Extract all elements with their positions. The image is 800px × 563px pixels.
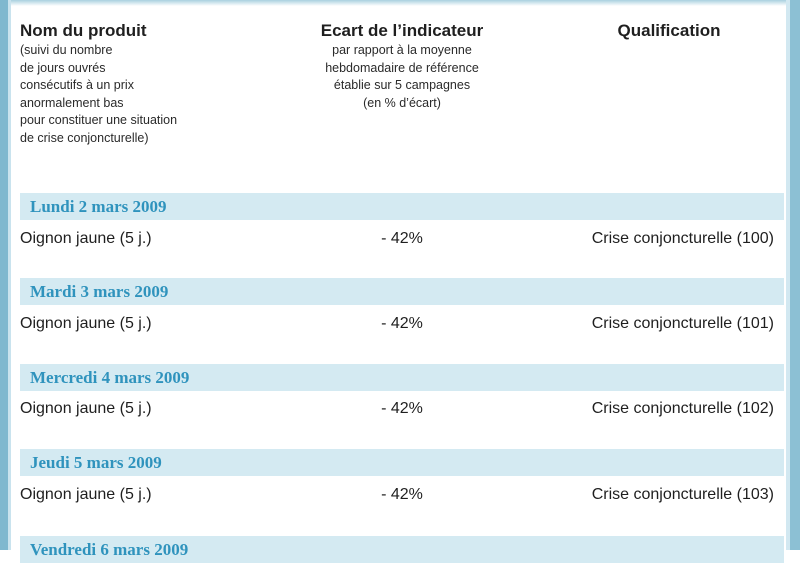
frame-left-border (0, 0, 11, 550)
qualification-cell: Crise conjoncturelle (100) (591, 230, 774, 247)
product-cell: Oignon jaune (5 j.) (20, 230, 152, 247)
header-product-line: consécutifs à un prix (20, 78, 134, 92)
header-product-subtitle (20, 42, 290, 147)
header-product-line: (suivi du nombre (20, 43, 113, 57)
header-ecart-title: Ecart de l’indicateur (320, 21, 484, 40)
qualification-cell: Crise conjoncturelle (102) (591, 400, 774, 417)
qualification-cell: Crise conjoncturelle (101) (591, 315, 774, 332)
header-qualification-column (574, 21, 764, 41)
day-band: Jeudi 5 mars 2009 (20, 449, 784, 476)
ecart-cell: - 42% (381, 315, 423, 332)
header-product-column (20, 21, 290, 147)
table-row (14, 397, 786, 421)
header-ecart-column (296, 21, 508, 112)
header-product-title: Nom du produit (20, 21, 147, 40)
header-product-line: pour constituer une situation (20, 113, 178, 127)
ecart-cell: - 42% (381, 400, 423, 417)
table-row (14, 227, 786, 251)
ecart-cell: - 42% (381, 486, 423, 503)
qualification-cell: Crise conjoncturelle (103) (591, 486, 774, 503)
table-row (14, 312, 786, 336)
day-band: Lundi 2 mars 2009 (20, 193, 784, 220)
ecart-cell: - 42% (381, 230, 423, 247)
indicator-table (14, 0, 786, 559)
product-cell: Oignon jaune (5 j.) (20, 486, 152, 503)
header-product-line: de crise conjoncturelle) (20, 130, 149, 145)
day-band: Mardi 3 mars 2009 (20, 278, 784, 305)
table-row (14, 483, 786, 507)
header-product-line: anormalement bas (20, 95, 124, 110)
product-cell: Oignon jaune (5 j.) (20, 315, 152, 332)
header-product-line: de jours ouvrés (20, 60, 106, 75)
header-ecart-line: (en % d’écart) (363, 95, 441, 110)
frame-right-border (786, 0, 800, 550)
header-ecart-subtitle (296, 42, 508, 112)
header-ecart-line: par rapport à la moyenne (332, 43, 472, 57)
header-ecart-line: établie sur 5 campagnes (333, 78, 471, 92)
day-band: Mercredi 4 mars 2009 (20, 364, 784, 391)
day-band: Vendredi 6 mars 2009 (20, 536, 784, 563)
header-qualification-title: Qualification (617, 21, 721, 40)
product-cell: Oignon jaune (5 j.) (20, 400, 152, 417)
header-ecart-line: hebdomadaire de référence (325, 60, 479, 75)
